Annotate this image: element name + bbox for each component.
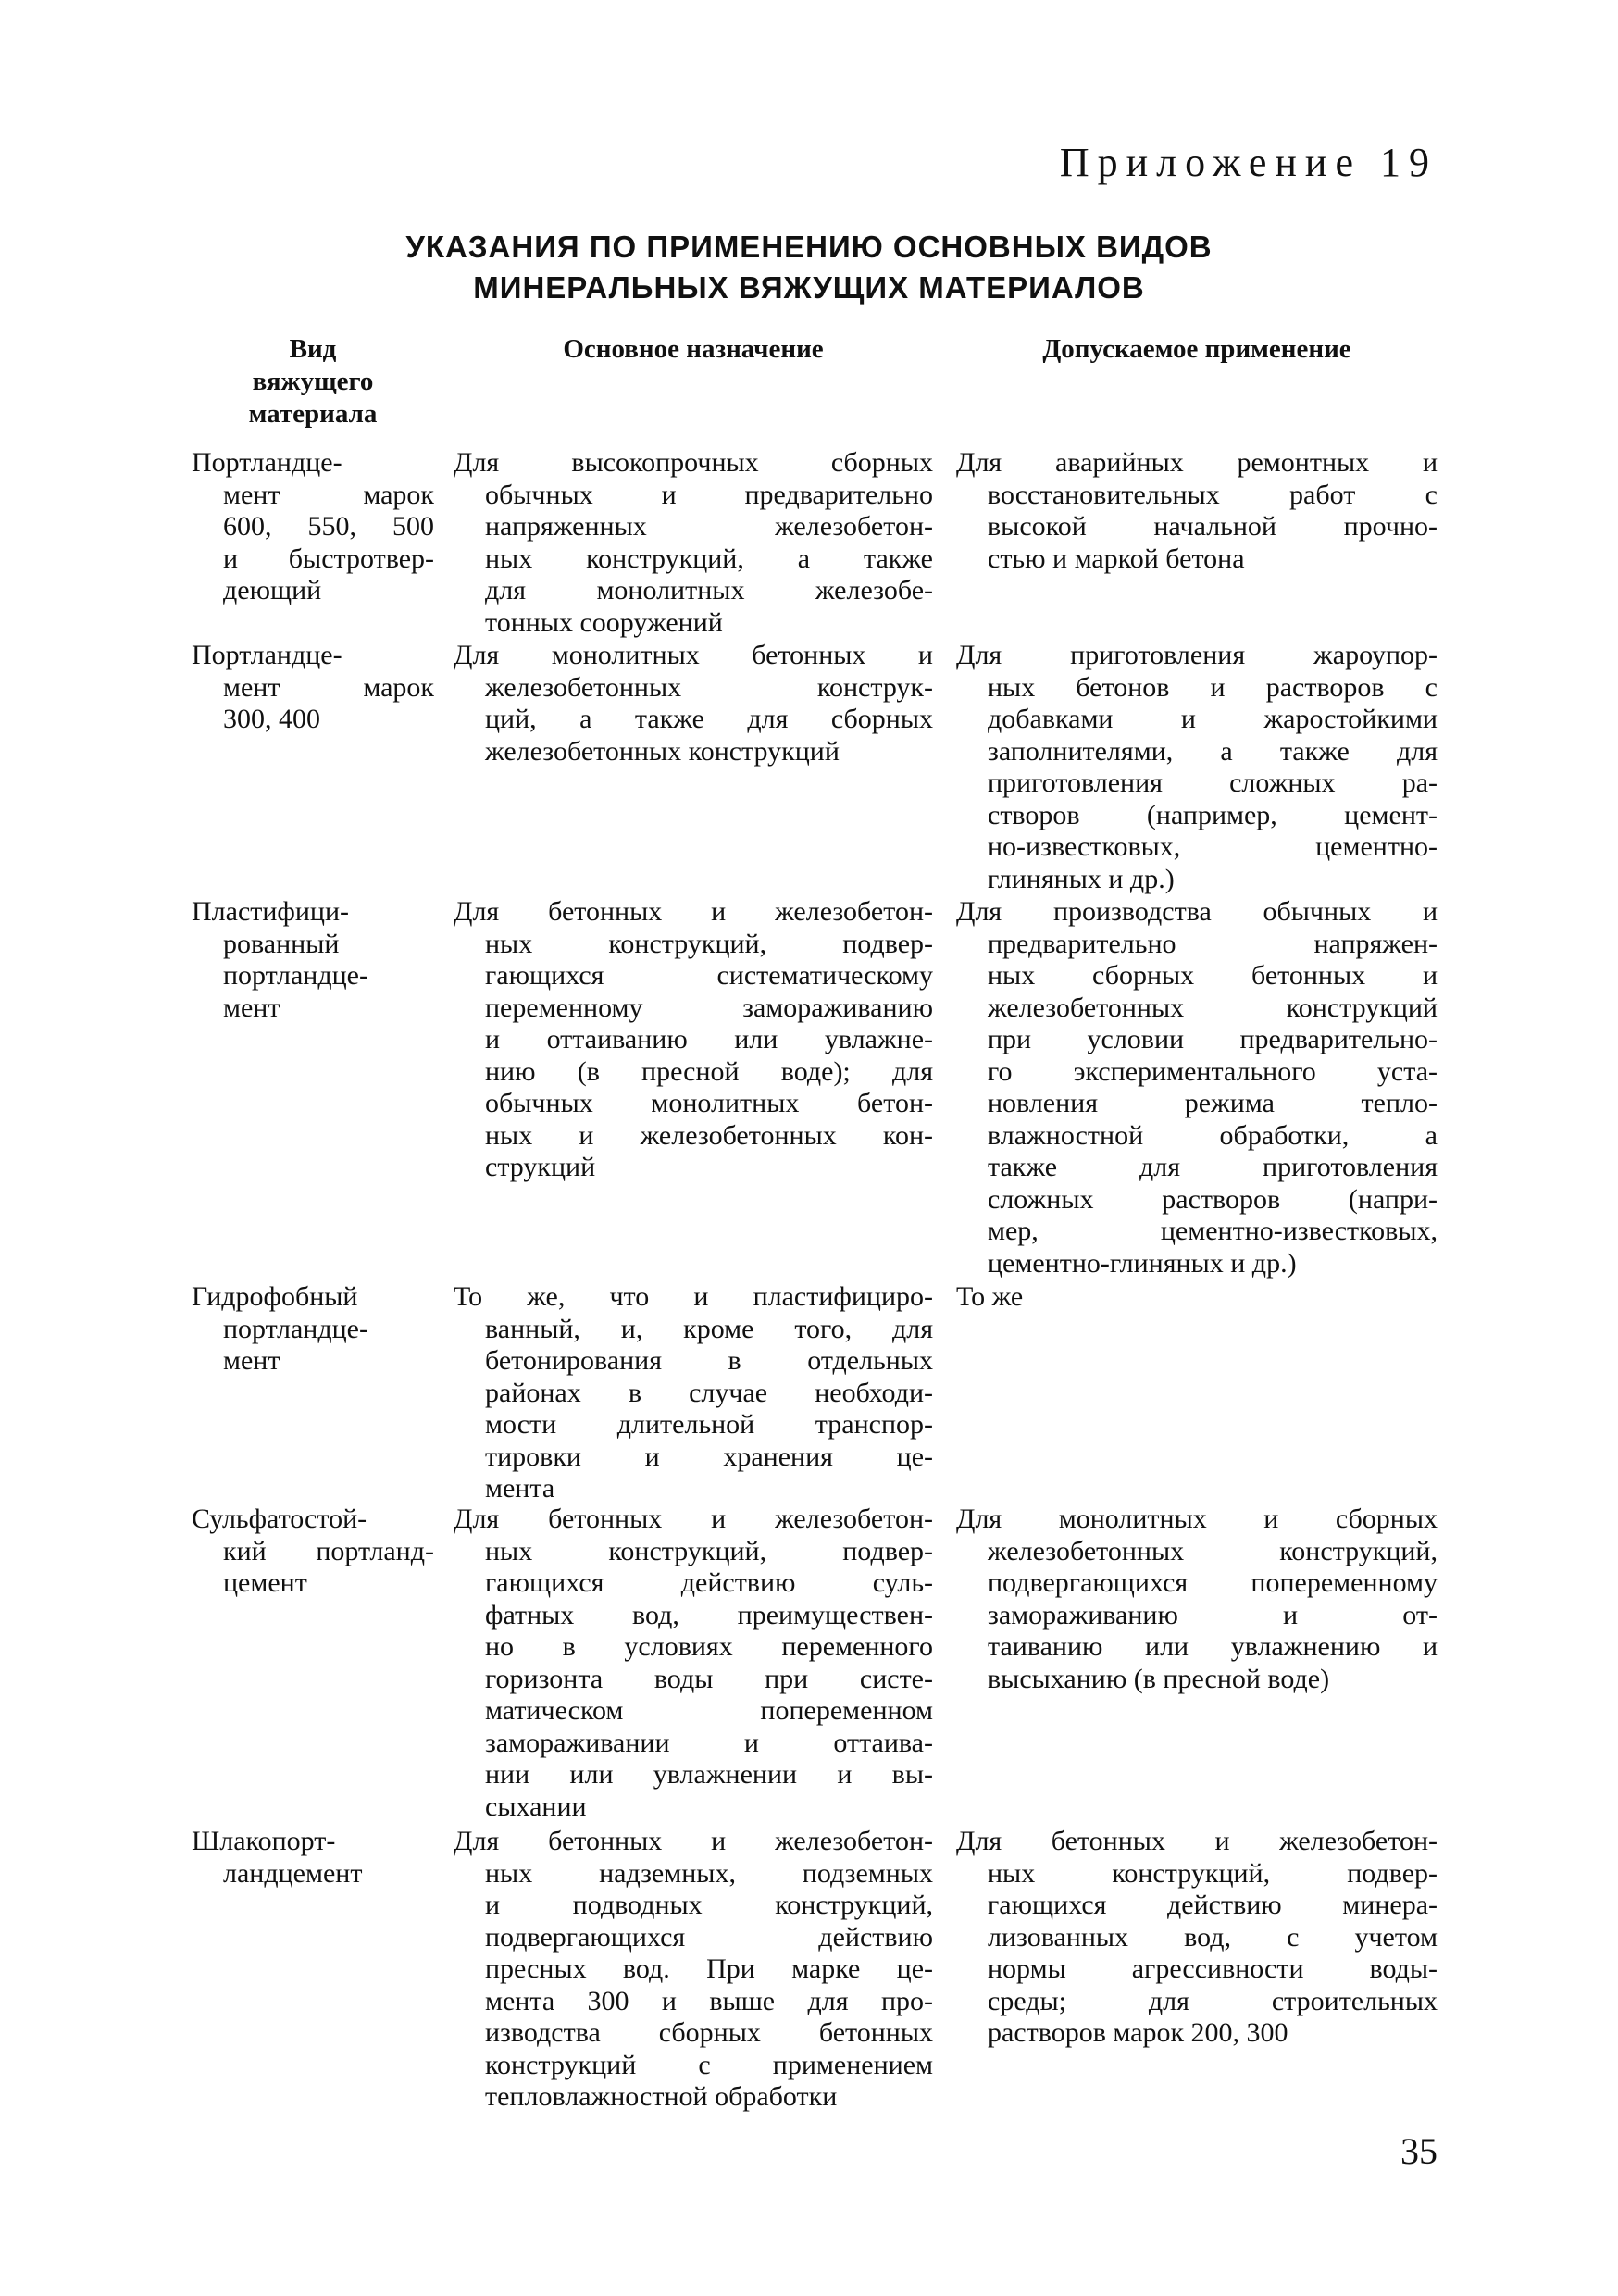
cell-main-purpose [454,447,933,639]
cell-allowed-use [956,1281,1438,1314]
text-line: нормы агрессивности воды- [988,1953,1438,1984]
text-line: замораживанию и от- [988,1599,1438,1630]
cell-main-purpose [454,896,933,1184]
text-line: подвергающихся действию [485,1921,933,1953]
header-binder-type [192,333,434,430]
cell-allowed-use [956,1504,1438,1695]
text-line: Для производства обычных и [956,896,1438,927]
text-line: тировки и хранения це- [485,1441,933,1472]
text-line: ных конструкций, подвер- [485,928,933,959]
text-line: замораживании и оттаива- [485,1727,933,1758]
text-line: мент [223,1345,280,1376]
cell-binder-type [192,1826,434,1890]
text-line: Для высокопрочных сборных [454,447,933,478]
cell-binder-type [192,447,434,607]
text-line: приготовления сложных ра- [988,767,1438,798]
header-line: вяжущего [252,367,374,396]
text-line: восстановительных работ с [988,479,1438,510]
text-line: влажностной обработки, а [988,1119,1438,1151]
text-line: железобетонных конструкций [485,735,840,767]
text-line: мости длительной транспор- [485,1409,933,1440]
text-line: изводства сборных бетонных [485,2017,933,2048]
text-line: деющий [223,575,322,605]
text-line: Для бетонных и железобетон- [454,1504,933,1534]
cell-main-purpose [454,1826,933,2114]
text-line: тонных сооружений [485,606,723,638]
cell-main-purpose [454,1504,933,1823]
text-line: мер, цементно-известковых, [988,1216,1438,1246]
cell-allowed-use [956,896,1438,1279]
text-line: Шлакопорт- [192,1826,336,1856]
text-line: мент [223,992,280,1023]
text-line: обычных монолитных бетон- [485,1088,933,1118]
text-line: То же [956,1281,1024,1312]
text-line: пресных вод. При марке це- [485,1953,933,1984]
header-allowed-use [956,333,1438,366]
cell-allowed-use [956,447,1438,575]
page-title [0,227,1618,308]
text-line: при условии предварительно- [988,1024,1438,1054]
text-line: стью и маркой бетона [988,543,1245,574]
text-line: Для аварийных ремонтных и [956,447,1438,478]
text-line: новления режима тепло- [988,1088,1438,1118]
title-line: УКАЗАНИЯ ПО ПРИМЕНЕНИЮ ОСНОВНЫХ ВИДОВ [405,230,1213,264]
text-line: матическом попеременном [485,1695,933,1726]
text-line: рованный [223,928,340,959]
text-line: конструкций с применением [485,2049,933,2080]
text-line: портландце- [223,1313,368,1344]
cell-binder-type [192,1504,434,1600]
text-line: ных конструкций, подвер- [485,1535,933,1566]
text-line: железобетонных конструкций [988,992,1438,1023]
text-line: ландцемент [223,1857,363,1889]
text-line: и оттаиванию или увлажне- [485,1024,933,1054]
text-line: переменному замораживанию [485,992,933,1023]
text-line: добавками и жаростойкими [988,704,1438,734]
text-line: Гидрофобный [192,1281,358,1312]
text-line: мент марок [223,479,434,510]
text-line: портландце- [223,960,368,991]
text-line: гающихся действию минера- [988,1890,1438,1920]
text-line: но в условиях переменного [485,1631,933,1662]
appendix-label: Приложение 19 [1059,140,1438,185]
text-line: ванный, и, кроме того, для [485,1313,933,1344]
text-line: районах в случае необходи- [485,1377,933,1408]
text-line: струкций [485,1152,596,1182]
text-line: Портландце- [192,640,342,670]
text-line: кий портланд- [223,1535,434,1566]
text-line: ных конструкций, а также [485,543,933,574]
text-line: нии или увлажнении и вы- [485,1759,933,1790]
cell-allowed-use [956,640,1438,895]
text-line: Для бетонных и железобетон- [454,1826,933,1856]
cell-main-purpose [454,1281,933,1505]
header-line: Вид [289,334,337,364]
text-line: нию (в пресной воде); для [485,1055,933,1087]
text-line: железобетонных конструкций, [988,1535,1438,1566]
text-line: лизованных вод, с учетом [988,1921,1438,1953]
text-line: го экспериментального уста- [988,1055,1438,1087]
text-line: высокой начальной прочно- [988,511,1438,542]
text-line: сыхании [485,1791,587,1822]
text-line: Для приготовления жароупор- [956,640,1438,670]
text-line: растворов марок 200, 300 [988,2017,1288,2048]
text-line: ных сборных бетонных и [988,960,1438,991]
text-line: Портландце- [192,447,342,478]
text-line: ций, а также для сборных [485,704,933,734]
text-line: предварительно напряжен- [988,928,1438,959]
text-line: высыханию (в пресной воде) [988,1663,1330,1694]
text-line: фатных вод, преимуществен- [485,1599,933,1630]
text-line: и быстротвер- [223,543,434,574]
text-line: цементно-глиняных и др.) [988,1247,1297,1279]
text-line: подвергающихся попеременному [988,1567,1438,1598]
text-line: ных бетонов и растворов с [988,671,1438,703]
text-line: гающихся систематическому [485,960,933,991]
text-line: таиванию или увлажнению и [988,1631,1438,1662]
title-line: МИНЕРАЛЬНЫХ ВЯЖУЩИХ МАТЕРИАЛОВ [473,270,1145,305]
text-line: и подводных конструкций, [485,1890,933,1920]
cell-binder-type [192,1281,434,1378]
text-line: напряженных железобетон- [485,511,933,542]
text-line: мент марок [223,671,434,703]
cell-allowed-use [956,1826,1438,2050]
text-line: Для монолитных и сборных [956,1504,1438,1534]
text-line: бетонирования в отдельных [485,1345,933,1376]
text-line: но-известковых, цементно- [988,831,1438,862]
text-line: горизонта воды при систе- [485,1663,933,1694]
text-line: также для приготовления [988,1152,1438,1182]
text-line: ных конструкций, подвер- [988,1857,1438,1889]
text-line: гающихся действию суль- [485,1567,933,1598]
text-line: Пластифици- [192,896,350,927]
text-line: среды; для строительных [988,1985,1438,2016]
text-line: 600, 550, 500 [223,511,434,542]
header-main-purpose [454,333,933,366]
text-line: Для бетонных и железобетон- [956,1826,1438,1856]
cell-main-purpose [454,640,933,767]
text-line: ных и железобетонных кон- [485,1119,933,1151]
header-line: материала [248,399,378,429]
text-line: мента 300 и выше для про- [485,1985,933,2016]
cell-binder-type [192,640,434,736]
text-line: обычных и предварительно [485,479,933,510]
text-line: То же, что и пластифициро- [454,1281,933,1312]
text-line: 300, 400 [223,704,320,734]
text-line: цемент [223,1567,307,1598]
text-line: ных надземных, подземных [485,1857,933,1889]
header-line: Допускаемое применение [1042,334,1351,364]
text-line: Сульфатостой- [192,1504,367,1534]
text-line: сложных растворов (напри- [988,1183,1438,1215]
page-number: 35 [1400,2130,1438,2172]
text-line: железобетонных конструк- [485,671,933,703]
text-line: Для монолитных бетонных и [454,640,933,670]
header-line: Основное назначение [563,334,824,364]
text-line: заполнителями, а также для [988,735,1438,767]
text-line: мента [485,1473,555,1504]
text-line: для монолитных железобе- [485,575,933,605]
text-line: глиняных и др.) [988,863,1175,894]
text-line: Для бетонных и железобетон- [454,896,933,927]
text-line: тепловлажностной обработки [485,2081,838,2112]
cell-binder-type [192,896,434,1024]
text-line: створов (например, цемент- [988,799,1438,830]
